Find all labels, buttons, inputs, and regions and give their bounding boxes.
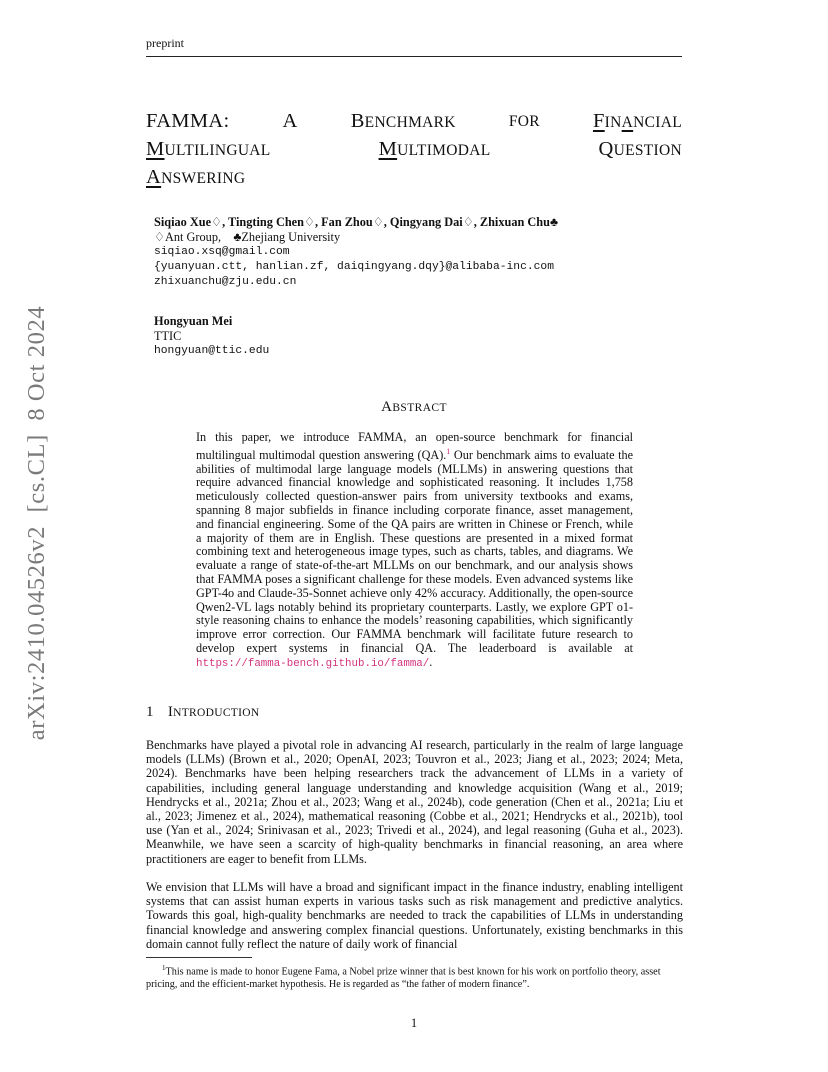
author-names: Siqiao Xue♢, Tingting Chen♢, Fan Zhou♢, Qingyang Dai♢, Zhixuan Chu♣ [154, 215, 559, 229]
title-line-2: MULTILINGUAL MULTIMODAL QUESTION [146, 138, 682, 160]
section-heading-introduction: 1 INTRODUCTION [146, 704, 260, 720]
second-author-name: Hongyuan Mei [154, 314, 233, 328]
intro-paragraph-2: We envision that LLMs will have a broad and significant impact in the finance industry, enabling intelligent systems that can assist human experts in various tasks such as risk management and predictive analytics. Towards this goal, high-quality benchmarks are needed to track the capabilities of LLMs in understanding financial knowledge and answering complex financial questions. Unfortunately, existing benchmarks in this domain cannot fully reflect the nature of daily work of financial [146, 880, 683, 951]
abstract-heading: ABSTRACT [381, 399, 447, 415]
author-email-1: siqiao.xsq@gmail.com [154, 246, 290, 258]
author-email-3: zhixuanchu@zju.edu.cn [154, 276, 297, 288]
running-header: preprint [146, 36, 682, 57]
page-number: 1 [410, 1016, 418, 1030]
author-email-2: {yuanyuan.ctt, hanlian.zf, daiqingyang.dqy}@alibaba-inc.com [154, 261, 554, 273]
leaderboard-link[interactable]: https://famma-bench.github.io/famma/ [196, 657, 430, 670]
title-line-1: FAMMA: A BENCHMARK FOR FINANCIAL [146, 110, 682, 132]
footnote: $^1$This name is made to honor Eugene Fama, a Nobel prize winner that is best known for his work on portfolio theory, asset pricing, and the efficient-market hypothesis. He is regarded as “the father of modern finance”. [146, 964, 661, 990]
second-author-email: hongyuan@ttic.edu [154, 345, 270, 357]
second-author-block [154, 314, 269, 359]
second-author-affiliation: TTIC [154, 329, 182, 343]
arxiv-identifier-stamp: arXiv:2410.04526v2 [cs.CL] 8 Oct 2024 [23, 305, 50, 741]
author-affiliations: ♢Ant Group, ♣Zhejiang University [154, 230, 341, 244]
footnote-divider [146, 957, 252, 958]
footnote-marker[interactable]: 1 [446, 446, 451, 456]
title-line-3: ANSWERING [146, 166, 246, 188]
author-block [154, 215, 684, 290]
paper-title [146, 108, 682, 192]
intro-paragraph-1: Benchmarks have played a pivotal role in advancing AI research, particularly in the realm of large language models (LLMs) (Brown et al., 2020; OpenAI, 2023; Touvron et al., 2023; Jiang et al., 2023; 2024; Meta, 2024). Benchmarks have been helping researchers track the advancement of LLMs in a variety of capabilities, including general language understanding and knowledge acquisition (Wang et al., 2019; Hendrycks et al., 2021a; Zhou et al., 2023; Wang et al., 2024b), code generation (Chen et al., 2021a; Liu et al., 2023; Jimenez et al., 2024), mathematical reasoning (Cobbe et al., 2021; Hendrycks et al., 2021b), tool use (Yan et al., 2024; Srinivasan et al., 2023; Trivedi et al., 2024), and legal reasoning (Guha et al., 2023). Meanwhile, we have seen a scarcity of high-quality benchmarks in financial reasoning, an area where practitioners are eager to benefit from LLMs. [146, 738, 683, 866]
abstract-text: In this paper, we introduce FAMMA, an open-source benchmark for financial multilingual multimodal question answering (QA).$^1$ Our benchmark aims to evaluate the abilities of multimodal large language models (MLLMs) in answering questions that require advanced financial knowledge and sophisticated reasoning. It includes 1,758 meticulously collected question-answer pairs from university textbooks and exams, spanning 8 major subfields in finance including corporate finance, asset management, and financial engineering. Some of the QA pairs are written in Chinese or French, while a majority of them are in English. These questions are presented in a mixed format combining text and heterogeneous image types, such as charts, tables, and diagrams. We evaluate a range of state-of-the-art MLLMs on our benchmark, and our analysis shows that FAMMA poses a significant challenge for these models. Even advanced systems like GPT-4o and Claude-35-Sonnet achieve only 42% accuracy. Additionally, the open-source Qwen2-VL lags notably behind its proprietary counterparts. Lastly, we explore GPT o1-style reasoning chains to enhance the models’ reasoning capabilities, which significantly improve error correction. Our FAMMA benchmark will facilitate future research to develop expert systems in financial QA. The leaderboard is available at https://famma-bench.github.io/famma/. [196, 430, 633, 670]
